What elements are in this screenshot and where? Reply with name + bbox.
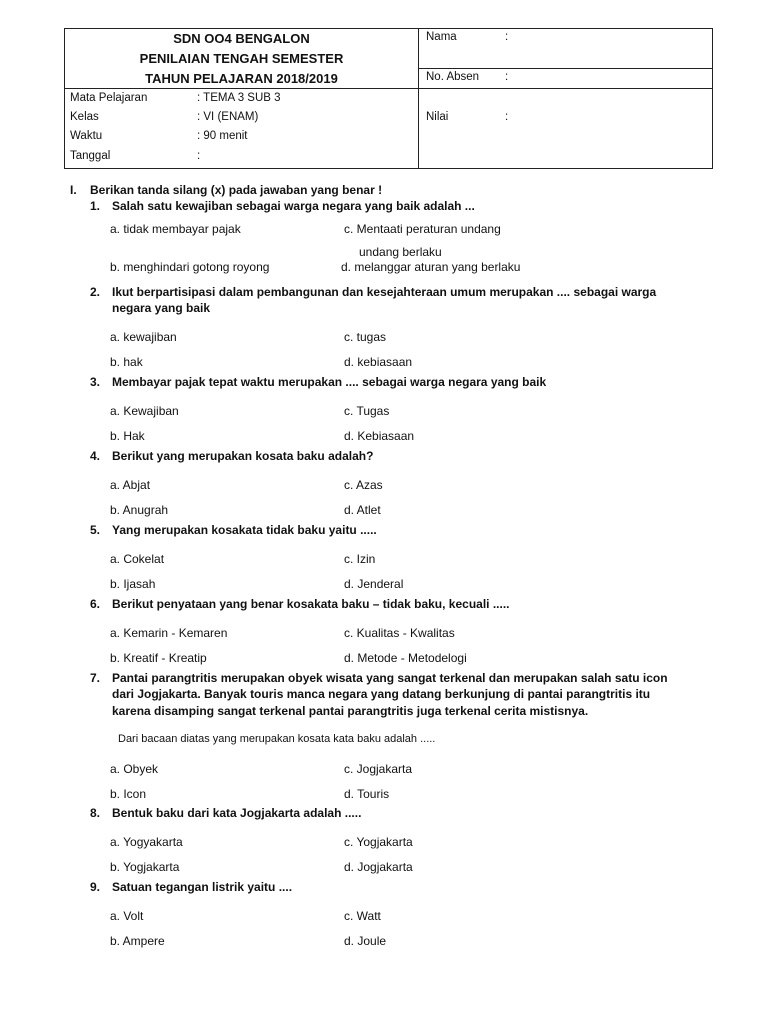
question-number: 3. <box>90 375 101 389</box>
question-note: Dari bacaan diatas yang merupakan kosata kata baku adalah ..... <box>118 733 436 745</box>
question-text: Satuan tegangan listrik yaitu .... <box>112 880 293 894</box>
option-b: b. Ampere <box>110 934 165 948</box>
option-a: a. Yogyakarta <box>110 835 183 849</box>
option-d: d. kebiasaan <box>344 355 413 369</box>
info-label: Kelas <box>70 111 99 123</box>
option-d: d. Touris <box>344 787 390 801</box>
question-number: 4. <box>90 449 101 463</box>
student-absen-label: No. Absen <box>426 71 480 83</box>
option-a: a. Volt <box>110 909 144 923</box>
section-number: I. <box>70 183 77 197</box>
option-d: d. Atlet <box>344 503 381 517</box>
question-text: Membayar pajak tepat waktu merupakan .... sebagai warga negara yang baik <box>112 375 547 389</box>
option-b: b. Kreatif - Kreatip <box>110 651 207 665</box>
option-c: c. Yogjakarta <box>344 835 413 849</box>
school-year: TAHUN PELAJARAN 2018/2019 <box>145 71 338 86</box>
question-text: Berikut yang merupakan kosata baku adalah? <box>112 449 374 463</box>
info-label: Tanggal <box>70 150 111 162</box>
header-divider <box>418 29 419 168</box>
question-number: 2. <box>90 285 101 299</box>
option-a: a. Obyek <box>110 762 159 776</box>
option-d: d. Kebiasaan <box>344 429 415 443</box>
option-b: b. Icon <box>110 787 147 801</box>
info-label: Mata Pelajaran <box>70 92 148 104</box>
info-value: : 90 menit <box>197 130 248 142</box>
question-number: 5. <box>90 523 101 537</box>
question-text: Bentuk baku dari kata Jogjakarta adalah ..... <box>112 806 362 820</box>
option-b: b. Ijasah <box>110 577 156 591</box>
option-d: d. melanggar aturan yang berlaku <box>341 260 521 274</box>
info-value: : VI (ENAM) <box>197 111 259 123</box>
option-d: d. Jenderal <box>344 577 404 591</box>
student-name-label: Nama <box>426 31 457 43</box>
question-text: Salah satu kewajiban sebagai warga negara yang baik adalah ... <box>112 199 475 213</box>
option-c: c. Kualitas - Kwalitas <box>344 626 455 640</box>
option-a: a. Kemarin - Kemaren <box>110 626 228 640</box>
student-score-field: : <box>505 111 509 123</box>
option-a: a. Cokelat <box>110 552 165 566</box>
option-b: b. hak <box>110 355 143 369</box>
option-c: undang berlaku <box>359 245 442 259</box>
option-c: c. Tugas <box>344 404 390 418</box>
option-a: a. Abjat <box>110 478 151 492</box>
header-divider <box>418 88 712 89</box>
question-text: Pantai parangtritis merupakan obyek wisata yang sangat terkenal dan merupakan salah satu icon <box>112 671 668 685</box>
option-c: c. Mentaati peraturan undang <box>344 222 501 236</box>
section-instruction: Berikan tanda silang (x) pada jawaban yang benar ! <box>90 183 383 197</box>
student-absen-field: : <box>505 71 509 83</box>
question-text: Yang merupakan kosakata tidak baku yaitu ..... <box>112 523 377 537</box>
question-text: Ikut berpartisipasi dalam pembangunan dan kesejahteraan umum merupakan .... sebagai warga <box>112 285 657 299</box>
option-c: c. Azas <box>344 478 383 492</box>
student-name-field: : <box>505 31 509 43</box>
question-number: 9. <box>90 880 101 894</box>
student-score-label: Nilai <box>426 111 449 123</box>
question-text: Berikut penyataan yang benar kosakata baku – tidak baku, kecuali ..... <box>112 597 510 611</box>
question-number: 8. <box>90 806 101 820</box>
exam-title: PENILAIAN TENGAH SEMESTER <box>139 51 344 66</box>
option-b: b. Anugrah <box>110 503 169 517</box>
header-table <box>64 28 713 169</box>
header-divider <box>65 88 418 89</box>
info-label: Waktu <box>70 130 103 142</box>
info-value: : <box>197 150 201 162</box>
question-number: 1. <box>90 199 101 213</box>
option-a: a. Kewajiban <box>110 404 179 418</box>
option-d: d. Joule <box>344 934 387 948</box>
question-text: karena disamping sangat terkenal pantai parangtritis juga terkenal cerita mistisnya. <box>112 704 589 718</box>
question-text: negara yang baik <box>112 301 211 315</box>
option-a: a. tidak membayar pajak <box>110 222 241 236</box>
question-number: 6. <box>90 597 101 611</box>
info-value: : TEMA 3 SUB 3 <box>197 92 281 104</box>
option-c: c. Watt <box>344 909 381 923</box>
question-text: dari Jogjakarta. Banyak touris manca negara yang datang berkunjung di pantai parangtritis itu <box>112 687 651 701</box>
option-c: c. Jogjakarta <box>344 762 413 776</box>
option-a: a. kewajiban <box>110 330 177 344</box>
option-d: d. Metode - Metodelogi <box>344 651 467 665</box>
option-b: b. Yogjakarta <box>110 860 180 874</box>
header-divider <box>418 68 712 69</box>
school-name: SDN OO4 BENGALON <box>173 31 310 46</box>
option-d: d. Jogjakarta <box>344 860 413 874</box>
option-c: c. Izin <box>344 552 376 566</box>
question-number: 7. <box>90 671 101 685</box>
option-b: b. Hak <box>110 429 145 443</box>
option-b: b. menghindari gotong royong <box>110 260 270 274</box>
option-c: c. tugas <box>344 330 387 344</box>
